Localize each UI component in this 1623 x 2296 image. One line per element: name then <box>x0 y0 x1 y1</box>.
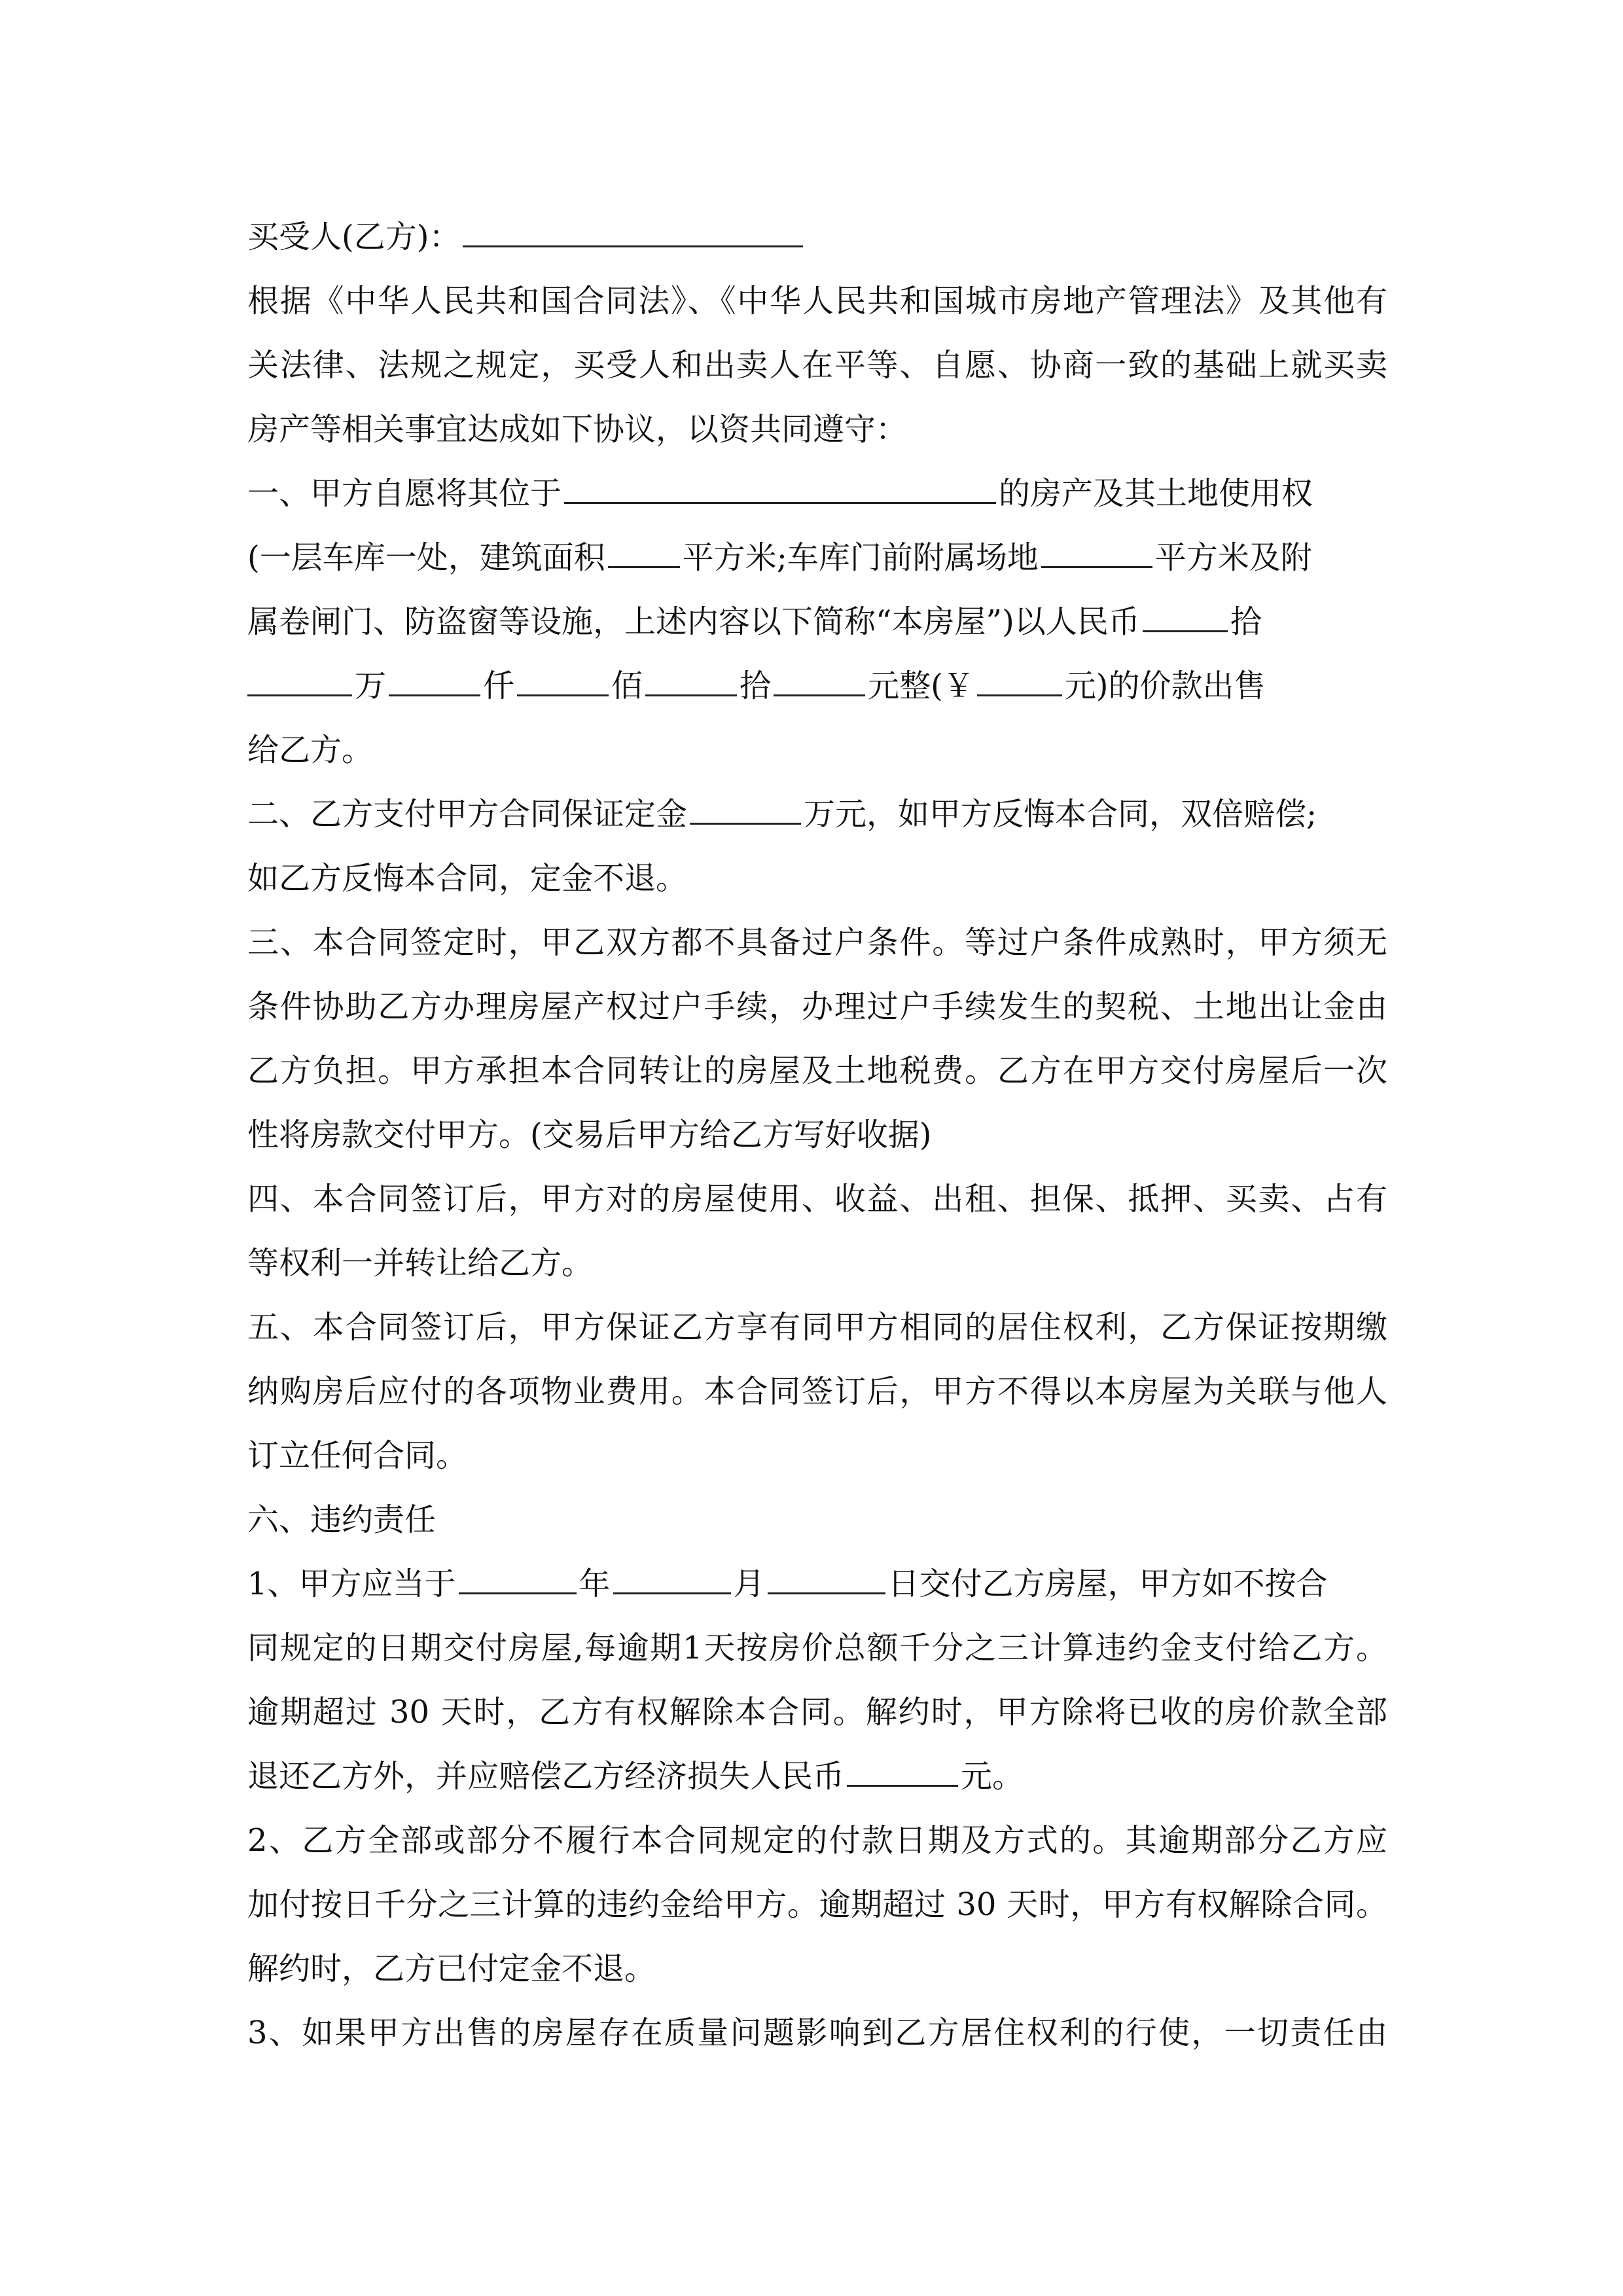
price-bai-blank <box>517 666 609 696</box>
price-number-blank <box>977 666 1062 696</box>
clause5-line-2: 纳购房后应付的各项物业费用。本合同签订后，甲方不得以本房屋为关联与他人 <box>247 1373 1387 1410</box>
clause1-line-3 <box>247 590 1387 654</box>
item1-line-3: 逾期超过 30 天时，乙方有权解除本合同。解约时，甲方除将已收的房价款全部 <box>247 1694 1387 1731</box>
clause4-line-2: 等权利一并转让给乙方。 <box>247 1245 594 1282</box>
item1-line-4 <box>247 1744 1387 1808</box>
item1-text: 年 <box>579 1566 611 1602</box>
clause4-line-1: 四、本合同签订后，甲方对的房屋使用、收益、出租、担保、抵押、买卖、占有 <box>247 1181 1387 1217</box>
yard-area-blank <box>1041 537 1152 568</box>
price-yuan-blank <box>774 666 865 696</box>
item1-text: 月 <box>733 1566 765 1602</box>
clause1-line-4 <box>247 654 1387 718</box>
item2-line-2: 加付按日千分之三计算的违约金给甲方。逾期超过 30 天时，甲方有权解除合同。 <box>247 1886 1387 1923</box>
clause1-text: 元)的价款出售 <box>1064 668 1266 704</box>
clause2-text: 万元，如甲方反悔本合同，双倍赔偿; <box>804 796 1317 833</box>
clause1-text: 仟 <box>483 668 515 704</box>
clause1-text: (一层车库一处，建筑面积 <box>247 539 605 576</box>
clause1-line-1 <box>247 461 1387 526</box>
price-wan-blank <box>247 666 352 696</box>
item3-line-1: 3、如果甲方出售的房屋存在质量问题影响到乙方居住权利的行使，一切责任由 <box>247 2015 1387 2051</box>
item2-line-1: 2、乙方全部或部分不履行本合同规定的付款日期及方式的。其逾期部分乙方应 <box>247 1822 1387 1859</box>
item1-text: 元。 <box>961 1758 1024 1795</box>
property-location-blank <box>564 473 996 504</box>
clause1-text: 元整(￥ <box>868 668 974 704</box>
clause1-text: 万 <box>355 668 387 704</box>
price-qian-blank <box>389 666 480 696</box>
compensation-blank <box>847 1756 958 1787</box>
clause5-line-3: 订立任何合同。 <box>247 1437 468 1474</box>
deposit-blank <box>690 794 801 825</box>
clause1-line-2 <box>247 526 1387 590</box>
delivery-year-blank <box>459 1564 577 1594</box>
clause3-line-1: 三、本合同签定时，甲乙双方都不具备过户条件。等过户条件成熟时，甲方须无 <box>247 924 1387 961</box>
clause3-line-3: 乙方负担。甲方承担本合同转让的房屋及土地税费。乙方在甲方交付房屋后一次 <box>247 1052 1387 1089</box>
intro-line-3: 房产等相关事宜达成如下协议，以资共同遵守： <box>247 411 908 448</box>
item1-text: 退还乙方外，并应赔偿乙方经济损失人民币 <box>247 1758 845 1795</box>
clause2-line-2: 如乙方反悔本合同，定金不退。 <box>247 860 688 897</box>
building-area-blank <box>608 537 680 568</box>
clause1-text: 一、甲方自愿将其位于 <box>247 475 562 512</box>
clause3-line-2: 条件协助乙方办理房屋产权过户手续，办理过户手续发生的契税、土地出让金由 <box>247 988 1387 1025</box>
buyer-line <box>247 205 1387 269</box>
buyer-name-blank <box>463 217 803 247</box>
clause2-line-1 <box>247 782 1387 846</box>
price-shiwan-blank <box>1143 601 1228 632</box>
item1-text: 日交付乙方房屋，甲方如不按合 <box>887 1566 1328 1602</box>
clause5-line-1: 五、本合同签订后，甲方保证乙方享有同甲方相同的居住权利，乙方保证按期缴 <box>247 1309 1387 1346</box>
item2-line-3: 解约时，乙方已付定金不退。 <box>247 1950 656 1987</box>
clause1-text: 拾 <box>740 668 772 704</box>
intro-line-1: 根据《中华人民共和国合同法》、《中华人民共和国城市房地产管理法》及其他有 <box>247 283 1387 319</box>
clause2-text: 二、乙方支付甲方合同保证定金 <box>247 796 688 833</box>
clause1-text: 平方米及附 <box>1154 539 1312 576</box>
delivery-month-blank <box>613 1564 731 1594</box>
clause3-line-4: 性将房款交付甲方。(交易后甲方给乙方写好收据) <box>247 1117 932 1153</box>
item1-line-2: 同规定的日期交付房屋,每逾期1天按房价总额千分之三计算违约金支付给乙方。 <box>247 1630 1387 1666</box>
clause1-text: 拾 <box>1230 603 1262 640</box>
intro-line-2: 关法律、法规之规定，买受人和出卖人在平等、自愿、协商一致的基础上就买卖 <box>247 347 1387 384</box>
item1-line-1 <box>247 1552 1387 1616</box>
clause1-line-5: 给乙方。 <box>247 732 374 768</box>
item1-text: 1、甲方应当于 <box>247 1566 456 1602</box>
buyer-label: 买受人(乙方)： <box>247 219 461 255</box>
clause6-title: 六、违约责任 <box>247 1501 437 1538</box>
price-shi-blank <box>645 666 737 696</box>
clause1-text: 属卷闸门、防盗窗等设施，上述内容以下简称“本房屋”)以人民币 <box>247 603 1140 640</box>
clause1-text: 的房产及其土地使用权 <box>999 475 1313 512</box>
delivery-day-blank <box>768 1564 885 1594</box>
clause1-text: 平方米;车库门前附属场地 <box>682 539 1039 576</box>
clause1-text: 佰 <box>611 668 643 704</box>
contract-page <box>247 205 1387 2065</box>
